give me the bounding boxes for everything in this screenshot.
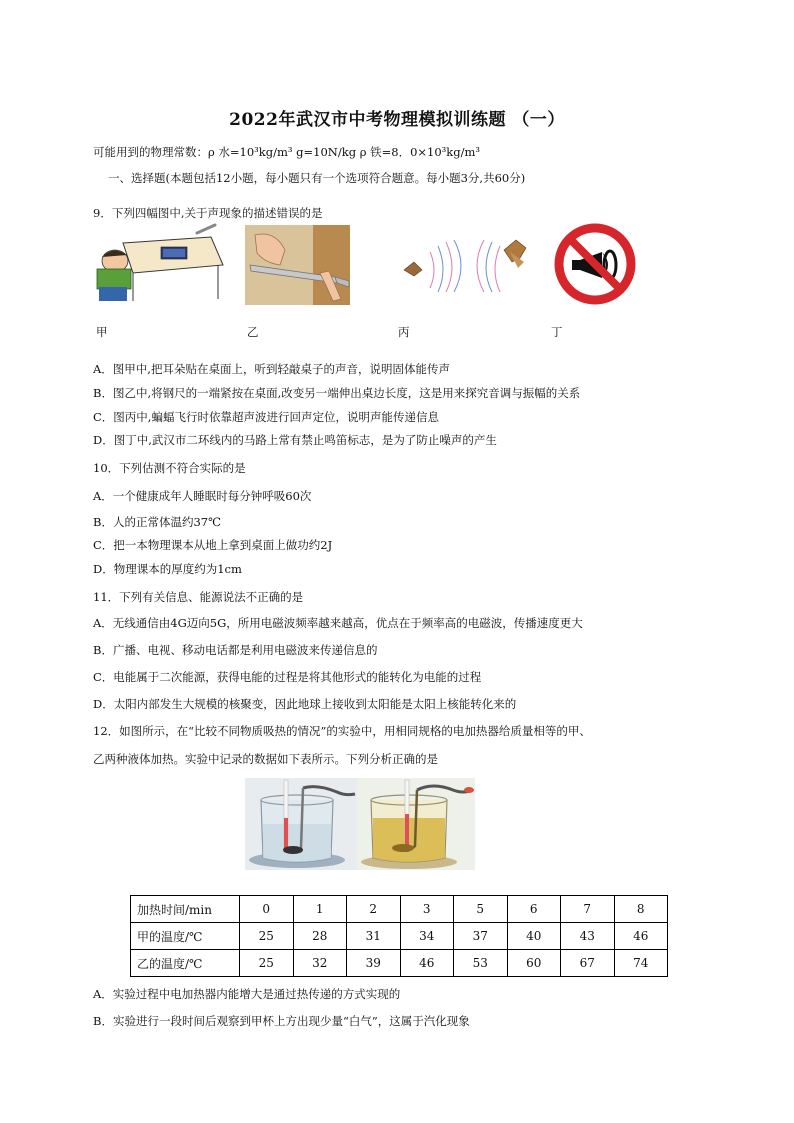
- table-row-jia: [131, 923, 668, 950]
- q11-option-b: B．广播、电视、移动电话都是利用电磁波来传递信息的: [93, 643, 378, 657]
- table-cell: 8: [614, 896, 668, 923]
- q11-stem: 11．下列有关信息、能源说法不正确的是: [93, 590, 304, 604]
- table-cell: 39: [347, 950, 401, 977]
- q11-option-a: A．无线通信由4G迈向5G，所用电磁波频率越来越高，优点在于频率高的电磁波，传播速度更大: [93, 616, 583, 630]
- q12-option-b: B．实验进行一段时间后观察到甲杯上方出现少量“白气”，这属于汽化现象: [93, 1014, 470, 1028]
- row-label: 甲的温度/℃: [131, 923, 240, 950]
- q10-option-d: D．物理课本的厚度约为1cm: [93, 562, 242, 576]
- table-cell: 25: [240, 923, 294, 950]
- q10-option-c: C．把一本物理课本从地上拿到桌面上做功约2J: [93, 538, 333, 552]
- q12-option-a: A．实验过程中电加热器内能增大是通过热传递的方式实现的: [93, 987, 401, 1001]
- figure-jia-ear-on-table: [93, 223, 225, 303]
- q10-option-a: A．一个健康成年人睡眠时每分钟呼吸60次: [93, 489, 312, 503]
- table-row-time: [131, 896, 668, 923]
- table-cell: 46: [400, 950, 454, 977]
- table-cell: 2: [347, 896, 401, 923]
- q9-option-b: B．图乙中,将钢尺的一端紧按在桌面,改变另一端伸出桌边长度，这是用来探究音调与振幅的关系: [93, 386, 581, 400]
- q9-option-d: D．图丁中,武汉市二环线内的马路上常有禁止鸣笛标志，是为了防止噪声的产生: [93, 433, 497, 447]
- table-cell: 3: [400, 896, 454, 923]
- label-ding: 丁: [551, 325, 563, 339]
- q9-stem: 9．下列四幅图中,关于声现象的描述错误的是: [93, 206, 323, 220]
- table-cell: 7: [561, 896, 615, 923]
- row-label: 加热时间/min: [131, 896, 240, 923]
- section-heading: 一、选择题(本题包括12小题，每小题只有一个选项符合题意。每小题3分,共60分): [108, 171, 526, 185]
- page-title: 2022年武汉市中考物理模拟训练题 （一）: [229, 110, 565, 130]
- table-cell: 31: [347, 923, 401, 950]
- table-cell: 32: [293, 950, 347, 977]
- q11-option-d: D．太阳内部发生大规模的核聚变，因此地球上接收到太阳能是太阳上核能转化来的: [93, 697, 517, 711]
- table-cell: 1: [293, 896, 347, 923]
- q11-option-c: C．电能属于二次能源，获得电能的过程是将其他形式的能转化为电能的过程: [93, 670, 482, 684]
- q12-data-table: [130, 895, 668, 977]
- table-cell: 46: [614, 923, 668, 950]
- label-jia: 甲: [96, 325, 108, 339]
- table-cell: 6: [507, 896, 561, 923]
- q9-option-a: A．图甲中,把耳朵贴在桌面上，听到轻敲桌子的声音，说明固体能传声: [93, 362, 450, 376]
- figure-beaker-jia: [245, 778, 357, 870]
- table-cell: 43: [561, 923, 615, 950]
- table-cell: 60: [507, 950, 561, 977]
- label-bing: 丙: [398, 325, 410, 339]
- table-cell: 37: [454, 923, 508, 950]
- table-cell: 53: [454, 950, 508, 977]
- figure-beaker-yi: [357, 778, 475, 870]
- figure-yi-ruler-on-table: [245, 225, 350, 305]
- q9-option-c: C．图丙中,蝙蝠飞行时依靠超声波进行回声定位，说明声能传递信息: [93, 410, 439, 424]
- table-cell: 28: [293, 923, 347, 950]
- q10-option-b: B．人的正常体温约37℃: [93, 515, 221, 529]
- table-cell: 74: [614, 950, 668, 977]
- table-cell: 34: [400, 923, 454, 950]
- table-cell: 5: [454, 896, 508, 923]
- constants-line: 可能用到的物理常数：ρ 水=10³kg/m³ g=10N/kg ρ 铁=8．0×10³kg/m³: [93, 145, 481, 159]
- label-yi: 乙: [247, 325, 259, 339]
- figure-bing-bat-echolocation: [400, 232, 530, 292]
- table-cell: 40: [507, 923, 561, 950]
- table-row-yi: [131, 950, 668, 977]
- figure-ding-no-horn-sign: [552, 222, 638, 306]
- q12-stem-line2: 乙两种液体加热。实验中记录的数据如下表所示。下列分析正确的是: [93, 752, 438, 766]
- q10-stem: 10．下列估测不符合实际的是: [93, 461, 246, 475]
- table-cell: 67: [561, 950, 615, 977]
- row-label: 乙的温度/℃: [131, 950, 240, 977]
- q12-stem-line1: 12．如图所示，在“比较不同物质吸热的情况”的实验中，用相同规格的电加热器给质量相等的甲、: [93, 724, 591, 738]
- table-cell: 25: [240, 950, 294, 977]
- table-cell: 0: [240, 896, 294, 923]
